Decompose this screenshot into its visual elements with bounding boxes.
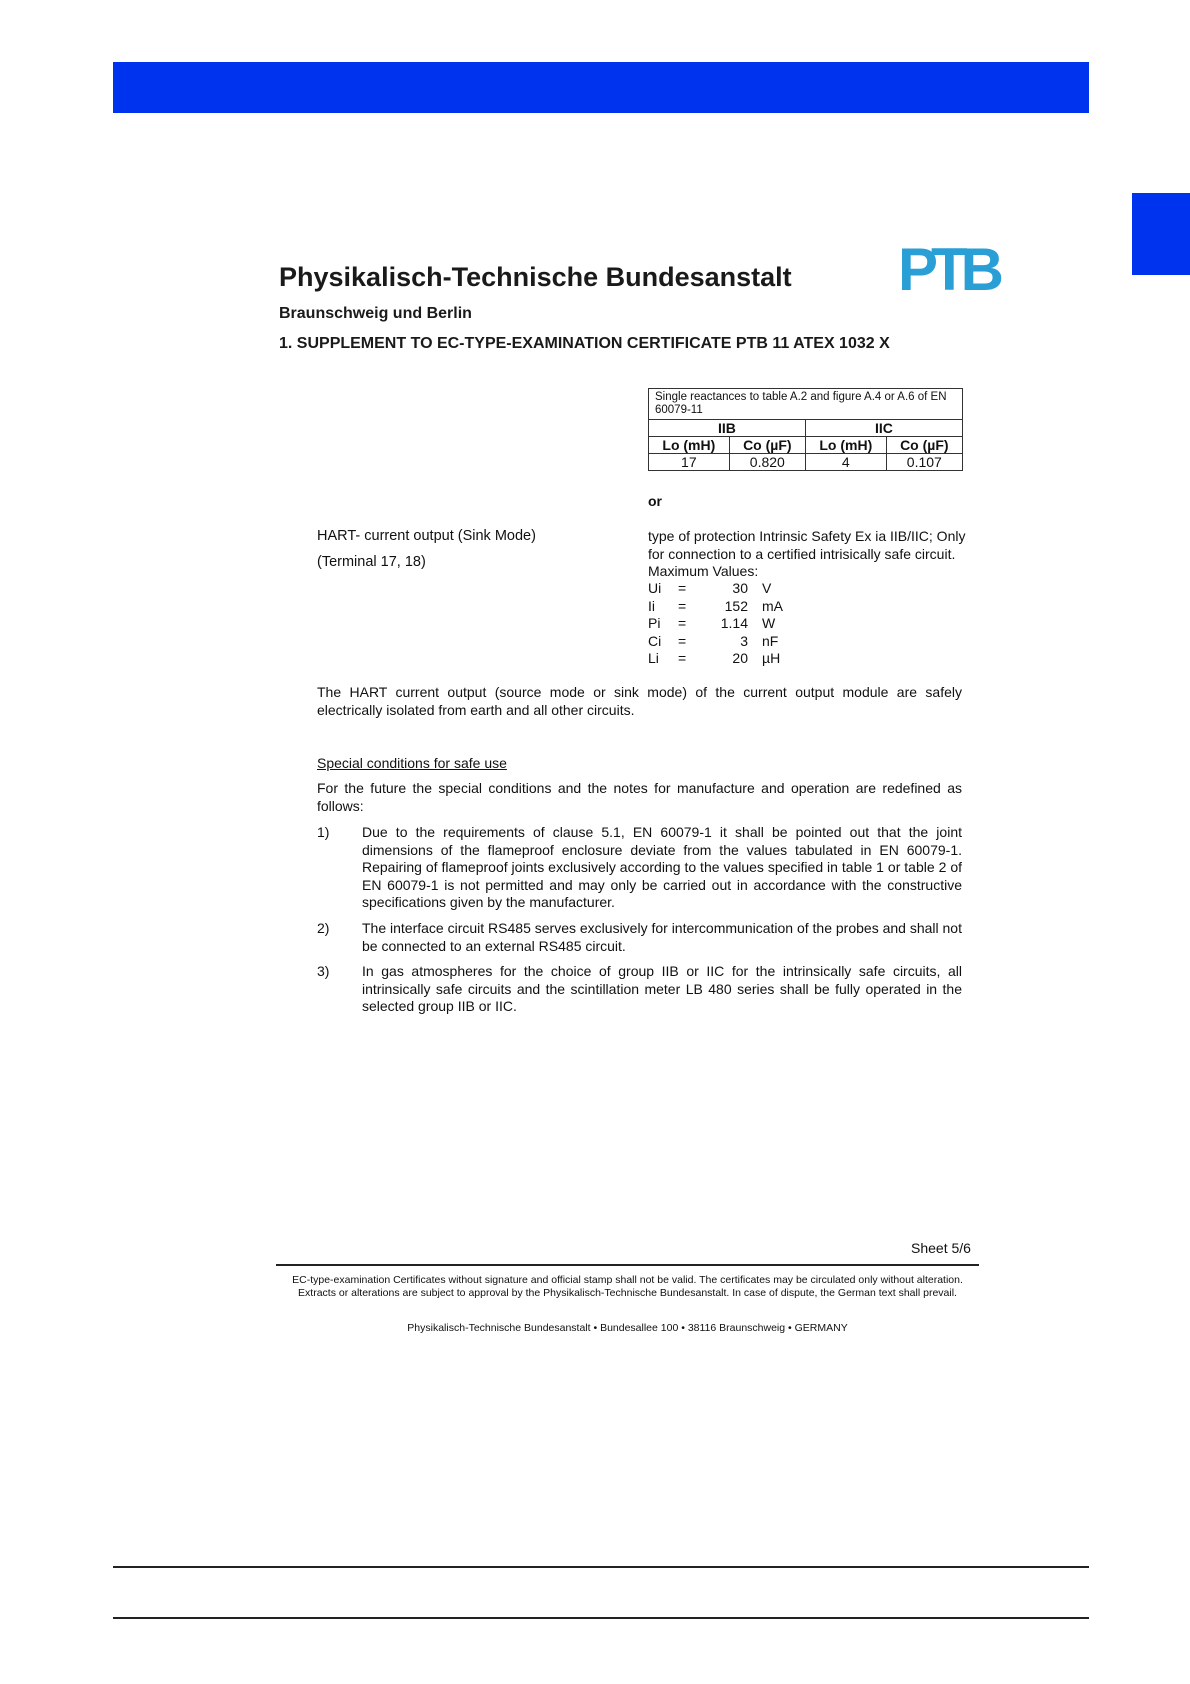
footer-address: Physikalisch-Technische Bundesanstalt • Bundesallee 100 • 38116 Braunschweig • GERMANY (407, 1322, 848, 1334)
max-value-symbol: Pi (648, 615, 661, 631)
footer-divider (276, 1264, 979, 1266)
max-value-unit: µH (762, 650, 781, 666)
special-intro: For the future the special conditions and the notes for manufacture and operation are redefined as follows: (317, 780, 962, 814)
page-bottom-rule (113, 1566, 1089, 1568)
condition-text: In gas atmospheres for the choice of group IIB or IIC for the intrinsically safe circuits, all intrinsically safe circuits and the scintillation meter LB 480 series shall be fully operated in the selected group IIB or IIC. (362, 963, 962, 1014)
max-value-symbol: Ii (648, 597, 655, 614)
max-value-row (648, 650, 783, 668)
max-value-symbol: Ci (648, 632, 662, 649)
max-value-row (648, 580, 783, 598)
page-bottom-rule (113, 1617, 1089, 1619)
condition-number: 2) (317, 920, 330, 936)
max-value-symbol: Ui (648, 580, 662, 596)
max-value-row (648, 598, 783, 616)
max-value-number: 30 (732, 580, 748, 596)
max-value-unit: mA (762, 597, 783, 614)
table-cell: 17 (649, 454, 730, 471)
table-cell: 0.107 (886, 454, 962, 471)
condition-text: The interface circuit RS485 serves exclusively for intercommunication of the probes and shall not be connected to an external RS485 circuit. (362, 920, 962, 954)
table-header: Lo (mH) (649, 437, 730, 454)
isolation-paragraph: The HART current output (source mode or sink mode) of the current output module are safely electrically isolated from earth and all other circuits. (317, 684, 962, 718)
hart-terminal: (Terminal 17, 18) (317, 554, 426, 570)
max-value-row (648, 615, 783, 633)
max-value-number: 3 (740, 632, 748, 649)
max-value-number: 152 (724, 597, 748, 614)
footer-note: EC-type-examination Certificates without signature and official stamp shall not be valid. The certificates may be circulated only without alteration. Extracts or alterations are subject to approval by the Physikalisch-Technische Bundesanstalt. In case of dispute, the German text shall prevail. (292, 1274, 963, 1299)
protection-text: type of protection Intrinsic Safety Ex ia IIB/IIC; Only for connection to a certified intrisically safe circuit. Maximum Values: (648, 528, 966, 579)
table-header: Co (µF) (886, 437, 962, 454)
max-value-unit: V (762, 580, 772, 596)
side-tab-marker (1132, 193, 1190, 275)
max-value-number: 1.14 (720, 615, 748, 631)
table-cell: 0.820 (729, 454, 805, 471)
max-value-equals: = (678, 632, 687, 649)
hart-label: HART- current output (Sink Mode) (317, 528, 536, 544)
or-separator: or (648, 493, 662, 509)
page-subtitle: Braunschweig und Berlin (279, 305, 472, 322)
max-value-unit: nF (762, 632, 779, 649)
header-band (113, 62, 1089, 113)
sheet-number: Sheet 5/6 (911, 1240, 971, 1256)
group-iib: IIB (649, 420, 806, 437)
condition-number: 3) (317, 963, 330, 979)
max-values-list (648, 580, 783, 668)
max-value-equals: = (678, 615, 687, 631)
certificate-title: 1. SUPPLEMENT TO EC-TYPE-EXAMINATION CERTIFICATE PTB 11 ATEX 1032 X (279, 335, 890, 352)
logo-text: PTB (898, 236, 997, 303)
table-header: Lo (mH) (805, 437, 886, 454)
max-value-unit: W (762, 615, 776, 631)
ptb-logo (898, 236, 997, 303)
group-iic: IIC (805, 420, 962, 437)
condition-text: Due to the requirements of clause 5.1, EN 60079-1 it shall be pointed out that the joint dimensions of the flameproof enclosure deviate from the values tabulated in EN 60079-1. Repairing of flameproof joints exclusively according to the values specified in table 1 or table 2 of EN 60079-1 is not permitted and may only be carried out in accordance with the constructive specifications given by the manufacturer. (362, 824, 962, 910)
table-header: Co (µF) (729, 437, 805, 454)
reactance-table (648, 388, 963, 471)
max-value-equals: = (678, 597, 687, 614)
max-value-number: 20 (732, 650, 748, 666)
max-value-row (648, 633, 783, 651)
table-cell: 4 (805, 454, 886, 471)
special-conditions-heading: Special conditions for safe use (317, 755, 507, 771)
max-value-equals: = (678, 580, 687, 596)
table-caption: Single reactances to table A.2 and figure A.4 or A.6 of EN 60079-11 (649, 389, 963, 420)
max-value-equals: = (678, 650, 687, 666)
max-value-symbol: Li (648, 650, 659, 666)
page-title: Physikalisch-Technische Bundesanstalt (279, 262, 792, 292)
condition-number: 1) (317, 824, 330, 840)
